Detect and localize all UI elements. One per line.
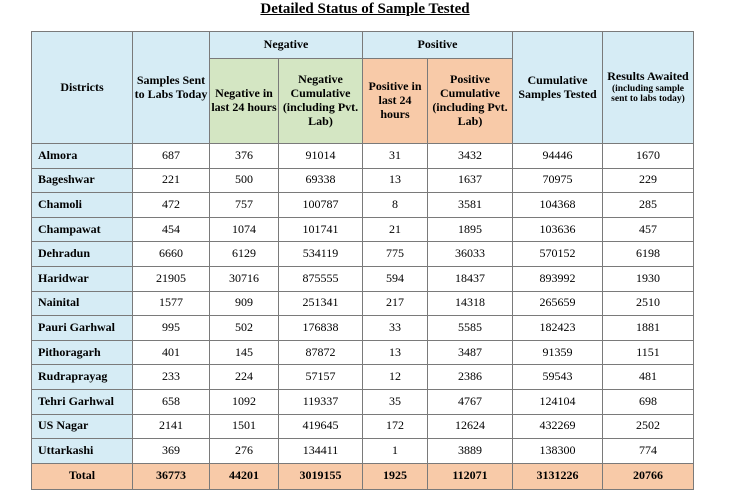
total-negative-24: 44201 [210, 463, 279, 489]
positive-cumulative-cell: 1637 [428, 168, 513, 193]
results-awaited-cell: 1881 [603, 316, 694, 341]
negative-24-cell: 1092 [210, 389, 279, 414]
negative-24-cell: 1501 [210, 414, 279, 439]
total-positive-cumulative: 112071 [428, 463, 513, 489]
table-body [32, 144, 694, 464]
results-awaited-cell: 1930 [603, 266, 694, 291]
samples-sent-cell: 21905 [133, 266, 210, 291]
positive-cumulative-cell: 18437 [428, 266, 513, 291]
cumulative-tested-cell: 138300 [513, 439, 603, 464]
table-row [32, 365, 694, 390]
district-cell: Pauri Garhwal [32, 316, 133, 341]
results-awaited-cell: 6198 [603, 242, 694, 267]
results-awaited-cell: 457 [603, 217, 694, 242]
cumulative-tested-cell: 893992 [513, 266, 603, 291]
negative-cumulative-cell: 57157 [279, 365, 363, 390]
samples-sent-cell: 1577 [133, 291, 210, 316]
table-row [32, 242, 694, 267]
total-row [32, 463, 694, 489]
negative-cumulative-cell: 534119 [279, 242, 363, 267]
total-results-awaited: 20766 [603, 463, 694, 489]
cumulative-tested-cell: 124104 [513, 389, 603, 414]
cumulative-tested-cell: 91359 [513, 340, 603, 365]
table-row [32, 291, 694, 316]
table-row [32, 389, 694, 414]
negative-cumulative-cell: 100787 [279, 193, 363, 218]
results-awaited-cell: 229 [603, 168, 694, 193]
positive-24-cell: 217 [363, 291, 428, 316]
results-awaited-cell: 1151 [603, 340, 694, 365]
results-awaited-note: (including sample sent to labs today) [611, 83, 685, 105]
samples-sent-cell: 221 [133, 168, 210, 193]
samples-sent-cell: 454 [133, 217, 210, 242]
cumulative-tested-cell: 570152 [513, 242, 603, 267]
total-positive-24: 1925 [363, 463, 428, 489]
positive-24-cell: 21 [363, 217, 428, 242]
table-row [32, 144, 694, 169]
results-awaited-cell: 698 [603, 389, 694, 414]
negative-24-cell: 6129 [210, 242, 279, 267]
cumulative-tested-cell: 104368 [513, 193, 603, 218]
district-cell: Haridwar [32, 266, 133, 291]
results-awaited-cell: 2510 [603, 291, 694, 316]
positive-24-cell: 13 [363, 168, 428, 193]
cumulative-tested-cell: 94446 [513, 144, 603, 169]
samples-sent-cell: 6660 [133, 242, 210, 267]
positive-24-cell: 33 [363, 316, 428, 341]
positive-cumulative-cell: 4767 [428, 389, 513, 414]
sample-status-table [31, 31, 694, 490]
total-label: Total [32, 463, 133, 489]
negative-cumulative-cell: 134411 [279, 439, 363, 464]
cumulative-tested-cell: 182423 [513, 316, 603, 341]
samples-sent-cell: 233 [133, 365, 210, 390]
negative-24-cell: 376 [210, 144, 279, 169]
samples-sent-cell: 658 [133, 389, 210, 414]
header-cumulative-tested: Cumulative Samples Tested [513, 32, 603, 144]
header-positive-24: Positive in last 24 hours [363, 59, 428, 144]
results-awaited-cell: 1670 [603, 144, 694, 169]
negative-cumulative-cell: 875555 [279, 266, 363, 291]
district-cell: Champawat [32, 217, 133, 242]
samples-sent-cell: 2141 [133, 414, 210, 439]
negative-24-cell: 502 [210, 316, 279, 341]
results-awaited-cell: 2502 [603, 414, 694, 439]
total-negative-cumulative: 3019155 [279, 463, 363, 489]
negative-24-cell: 145 [210, 340, 279, 365]
district-cell: Rudraprayag [32, 365, 133, 390]
negative-cumulative-cell: 119337 [279, 389, 363, 414]
header-positive-cumulative: Positive Cumulative (including Pvt. Lab) [428, 59, 513, 144]
positive-cumulative-cell: 3487 [428, 340, 513, 365]
positive-24-cell: 13 [363, 340, 428, 365]
positive-24-cell: 31 [363, 144, 428, 169]
total-sent: 36773 [133, 463, 210, 489]
negative-cumulative-cell: 251341 [279, 291, 363, 316]
positive-cumulative-cell: 2386 [428, 365, 513, 390]
header-positive-group: Positive [363, 32, 513, 59]
negative-24-cell: 757 [210, 193, 279, 218]
negative-24-cell: 1074 [210, 217, 279, 242]
negative-cumulative-cell: 69338 [279, 168, 363, 193]
negative-cumulative-cell: 87872 [279, 340, 363, 365]
positive-24-cell: 35 [363, 389, 428, 414]
results-awaited-cell: 481 [603, 365, 694, 390]
header-districts: Districts [32, 32, 133, 144]
positive-24-cell: 8 [363, 193, 428, 218]
cumulative-tested-cell: 103636 [513, 217, 603, 242]
cumulative-tested-cell: 265659 [513, 291, 603, 316]
positive-24-cell: 775 [363, 242, 428, 267]
positive-24-cell: 172 [363, 414, 428, 439]
samples-sent-cell: 995 [133, 316, 210, 341]
positive-cumulative-cell: 12624 [428, 414, 513, 439]
results-awaited-cell: 774 [603, 439, 694, 464]
samples-sent-cell: 472 [133, 193, 210, 218]
positive-cumulative-cell: 3889 [428, 439, 513, 464]
positive-cumulative-cell: 14318 [428, 291, 513, 316]
table-row [32, 266, 694, 291]
table-row [32, 439, 694, 464]
positive-cumulative-cell: 1895 [428, 217, 513, 242]
table-row [32, 340, 694, 365]
district-cell: Uttarkashi [32, 439, 133, 464]
negative-cumulative-cell: 101741 [279, 217, 363, 242]
negative-cumulative-cell: 91014 [279, 144, 363, 169]
positive-24-cell: 594 [363, 266, 428, 291]
negative-24-cell: 909 [210, 291, 279, 316]
positive-cumulative-cell: 36033 [428, 242, 513, 267]
negative-cumulative-cell: 176838 [279, 316, 363, 341]
district-cell: Dehradun [32, 242, 133, 267]
district-cell: Pithoragarh [32, 340, 133, 365]
district-cell: Tehri Garhwal [32, 389, 133, 414]
negative-cumulative-cell: 419645 [279, 414, 363, 439]
page-title: Detailed Status of Sample Tested [260, 1, 470, 17]
table-row [32, 193, 694, 218]
samples-sent-cell: 687 [133, 144, 210, 169]
table-row [32, 217, 694, 242]
header-negative-cumulative: Negative Cumulative (including Pvt. Lab) [279, 59, 363, 144]
table-row [32, 168, 694, 193]
negative-24-cell: 224 [210, 365, 279, 390]
positive-24-cell: 1 [363, 439, 428, 464]
positive-cumulative-cell: 3581 [428, 193, 513, 218]
header-negative-group: Negative [210, 32, 363, 59]
header-results-awaited [603, 32, 694, 144]
positive-24-cell: 12 [363, 365, 428, 390]
district-cell: Nainital [32, 291, 133, 316]
district-cell: Bageshwar [32, 168, 133, 193]
table-row [32, 316, 694, 341]
cumulative-tested-cell: 59543 [513, 365, 603, 390]
results-awaited-cell: 285 [603, 193, 694, 218]
header-samples-sent: Samples Sent to Labs Today [133, 32, 210, 144]
district-cell: Almora [32, 144, 133, 169]
header-negative-24: Negative in last 24 hours [210, 59, 279, 144]
district-cell: US Nagar [32, 414, 133, 439]
negative-24-cell: 500 [210, 168, 279, 193]
district-cell: Chamoli [32, 193, 133, 218]
total-cumulative-tested: 3131226 [513, 463, 603, 489]
samples-sent-cell: 369 [133, 439, 210, 464]
negative-24-cell: 276 [210, 439, 279, 464]
positive-cumulative-cell: 3432 [428, 144, 513, 169]
negative-24-cell: 30716 [210, 266, 279, 291]
positive-cumulative-cell: 5585 [428, 316, 513, 341]
cumulative-tested-cell: 432269 [513, 414, 603, 439]
table-row [32, 414, 694, 439]
results-awaited-label: Results Awaited [607, 69, 689, 84]
samples-sent-cell: 401 [133, 340, 210, 365]
cumulative-tested-cell: 70975 [513, 168, 603, 193]
